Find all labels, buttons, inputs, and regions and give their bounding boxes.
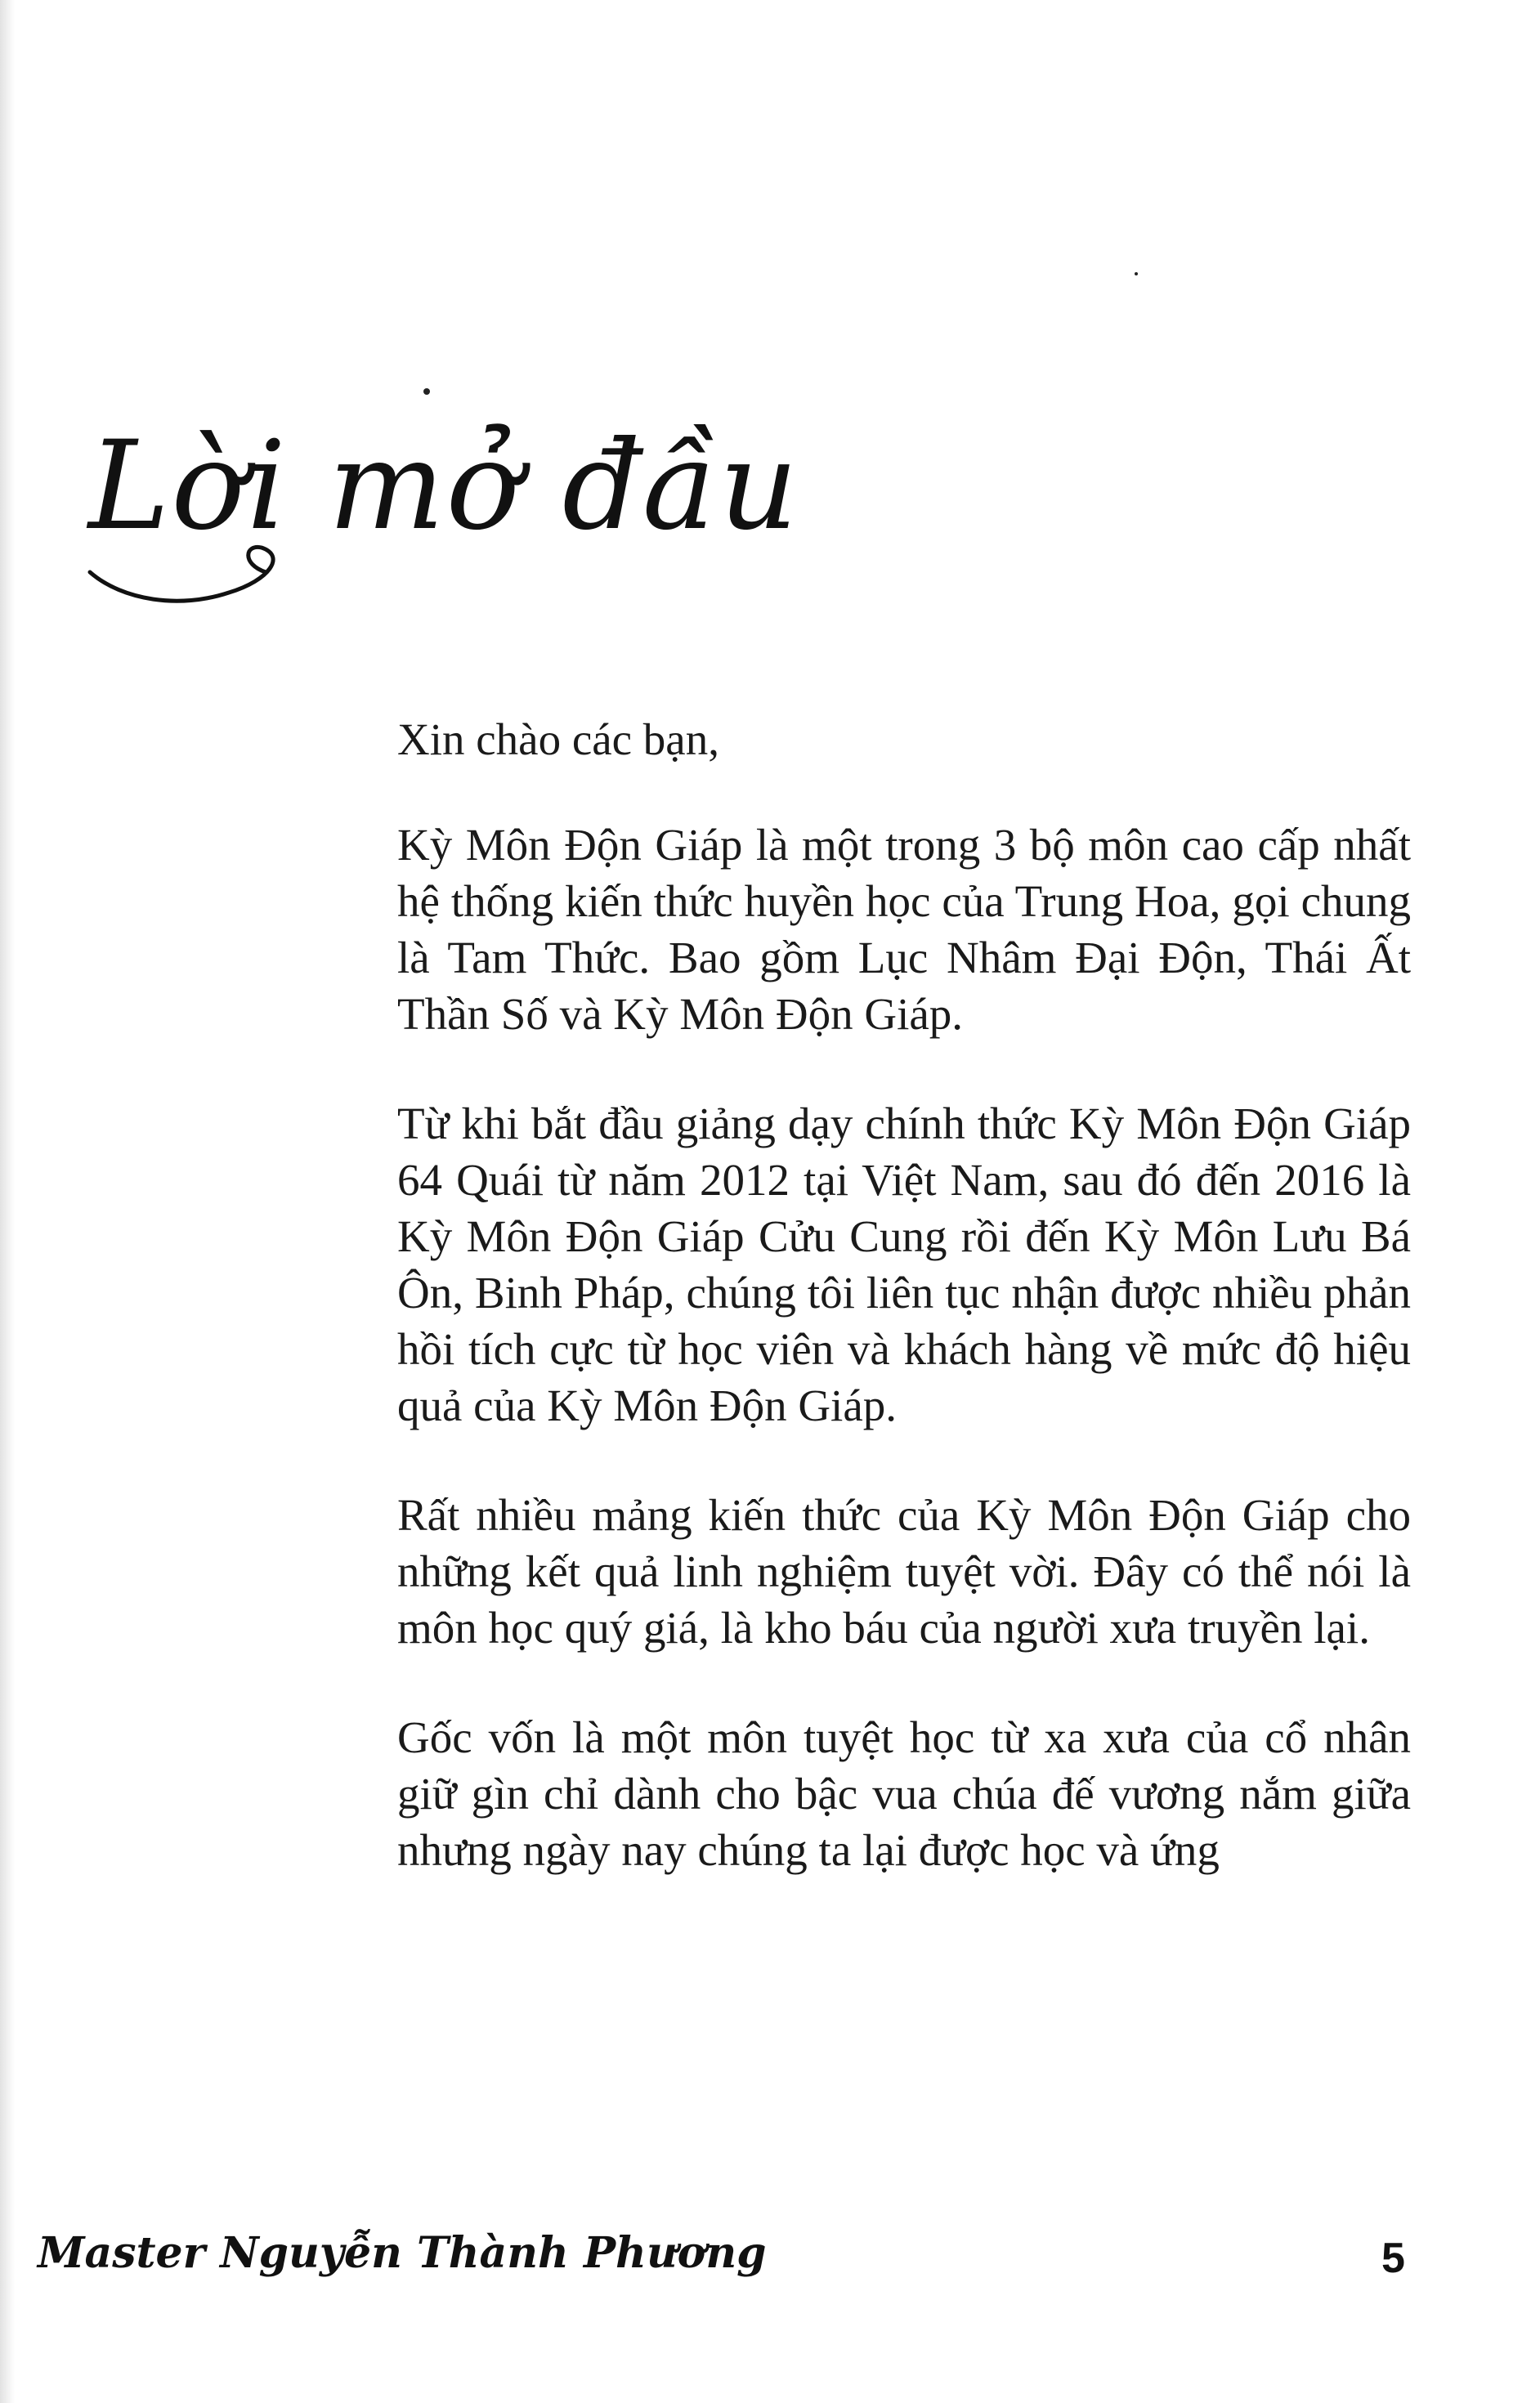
body-paragraph: Từ khi bắt đầu giảng dạy chính thức Kỳ Môn Độn Giáp 64 Quái từ năm 2012 tại Việt Nam, sau đó đến 2016 là Kỳ Môn Độn Giáp Cửu Cung rồi đến Kỳ Môn Lưu Bá Ôn, Binh Pháp, chúng tôi liên tục nhận được nhiều phản hồi tích cực từ học viên và khách hàng về mức độ hiệu quả của Kỳ Môn Độn Giáp.	[397, 1099, 1411, 1430]
greeting-paragraph: Xin chào các bạn,	[397, 714, 719, 764]
chapter-title: Lời mở đầu	[88, 415, 800, 557]
body-text	[397, 711, 1411, 1931]
body-paragraph: Rất nhiều mảng kiến thức của Kỳ Môn Độn Giáp cho những kết quả linh nghiệm tuyệt vời. Đây có thể nói là môn học quý giá, là kho báu của người xưa truyền lại.	[397, 1490, 1411, 1653]
body-paragraph: Kỳ Môn Độn Giáp là một trong 3 bộ môn cao cấp nhất hệ thống kiến thức huyền học của Trung Hoa, gọi chung là Tam Thức. Bao gồm Lục Nhâm Đại Độn, Thái Ất Thần Số và Kỳ Môn Độn Giáp.	[397, 820, 1411, 1039]
footer-author: Master Nguyễn Thành Phương	[38, 2228, 767, 2278]
page-number: 5	[1381, 2235, 1405, 2282]
ink-speck	[423, 388, 430, 395]
body-paragraph: Gốc vốn là một môn tuyệt học từ xa xưa của cổ nhân giữ gìn chỉ dành cho bậc vua chúa đế vương nắm giữa nhưng ngày nay chúng ta lại được học và ứng	[397, 1712, 1411, 1875]
ink-speck	[1135, 272, 1138, 275]
